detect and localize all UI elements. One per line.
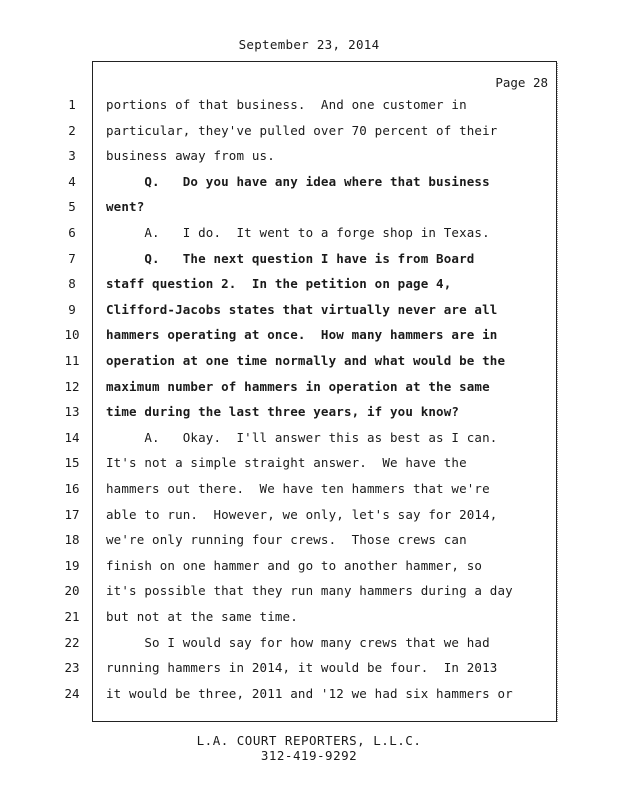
line-number: 15 [64,455,80,470]
question-line: maximum number of hammers in operation at the same [106,379,490,394]
line-number: 9 [68,302,76,317]
line-number: 2 [68,123,76,138]
line-number: 12 [64,379,80,394]
testimony-line: A. Okay. I'll answer this as best as I can. [106,430,498,445]
line-number: 16 [64,481,80,496]
testimony-line: it's possible that they run many hammers during a day [106,583,513,598]
line-number: 6 [68,225,76,240]
line-number: 14 [64,430,80,445]
line-number: 8 [68,276,76,291]
testimony-line: portions of that business. And one customer in [106,97,467,112]
testimony-line: running hammers in 2014, it would be four. In 2013 [106,660,498,675]
testimony-line: So I would say for how many crews that we had [106,635,490,650]
page-number: Page 28 [495,75,548,90]
line-number: 18 [64,532,80,547]
line-number: 4 [68,174,76,189]
line-number: 23 [64,660,80,675]
testimony-line: A. I do. It went to a forge shop in Texas. [106,225,490,240]
line-number: 24 [64,686,80,701]
testimony-line: finish on one hammer and go to another hammer, so [106,558,483,573]
question-line: went? [106,199,145,214]
question-line: Q. The next question I have is from Board [106,251,475,266]
question-line: staff question 2. In the petition on page 4, [106,276,452,291]
question-line: hammers operating at once. How many hammers are in [106,327,498,342]
testimony-line: we're only running four crews. Those crews can [106,532,467,547]
line-number: 20 [64,583,80,598]
testimony-line: business away from us. [106,148,275,163]
line-number: 1 [68,97,76,112]
testimony-line: but not at the same time. [106,609,298,624]
line-number: 5 [68,199,76,214]
line-number: 11 [64,353,80,368]
question-line: time during the last three years, if you know? [106,404,460,419]
line-number: 21 [64,609,80,624]
line-number: 3 [68,148,76,163]
line-number: 17 [64,507,80,522]
line-number: 22 [64,635,80,650]
transcript-date: September 23, 2014 [238,37,380,52]
testimony-line: hammers out there. We have ten hammers that we're [106,481,490,496]
testimony-line: it would be three, 2011 and '12 we had six hammers or [106,686,513,701]
question-line: operation at one time normally and what would be the [106,353,506,368]
line-number: 13 [64,404,80,419]
frame-edge-shadow [557,63,561,722]
question-line: Clifford-Jacobs states that virtually never are all [106,302,498,317]
court-reporter-phone: 312-419-9292 [260,748,358,763]
line-number: 7 [68,251,76,266]
testimony-line: particular, they've pulled over 70 percent of their [106,123,498,138]
testimony-line: able to run. However, we only, let's say for 2014, [106,507,498,522]
line-number: 19 [64,558,80,573]
testimony-line: It's not a simple straight answer. We have the [106,455,467,470]
question-line: Q. Do you have any idea where that business [106,174,490,189]
line-number: 10 [64,327,80,342]
court-reporter-name: L.A. COURT REPORTERS, L.L.C. [196,733,422,748]
